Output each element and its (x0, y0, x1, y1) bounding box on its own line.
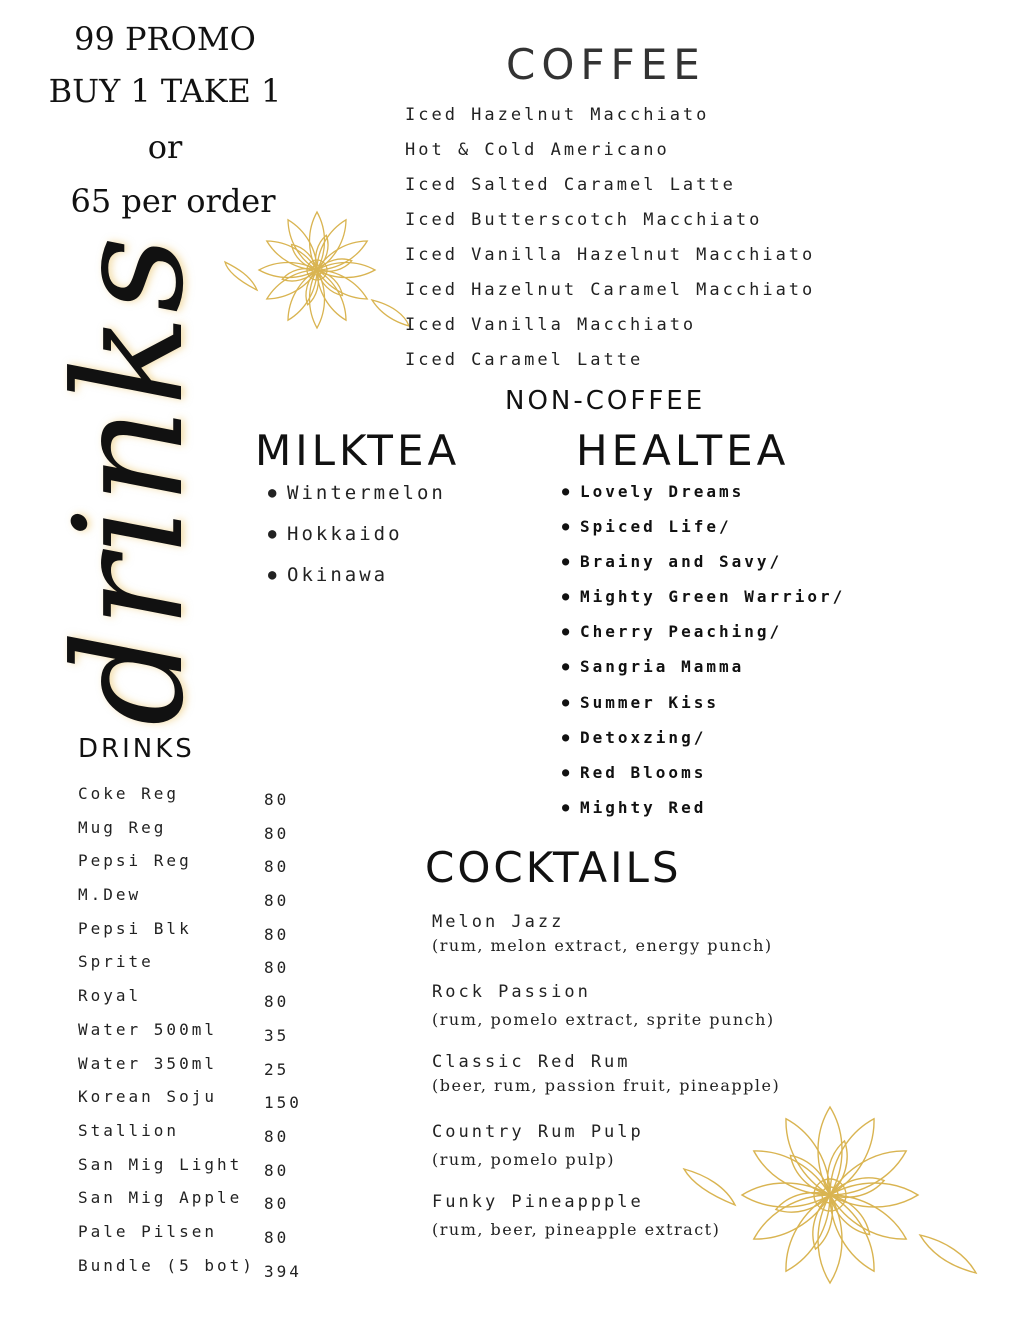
milktea-heading: MILKTEA (255, 426, 461, 475)
bullet-icon: ● (562, 694, 573, 709)
milktea-item-label: Okinawa (287, 564, 389, 586)
milktea-item (268, 564, 446, 605)
healtea-item (562, 798, 845, 833)
healtea-item (562, 728, 845, 763)
drink-price: 80 (264, 790, 290, 809)
healtea-item-label: Cherry Peaching/ (580, 622, 783, 642)
coffee-item: Iced Vanilla Macchiato (405, 315, 697, 335)
coffee-item: Hot & Cold Americano (405, 140, 670, 160)
drink-name: Sprite (78, 952, 154, 972)
healtea-item-label: Mighty Red (580, 797, 707, 817)
healtea-item-label: Brainy and Savy/ (580, 552, 783, 572)
healtea-item (562, 763, 845, 798)
drink-name: Royal (78, 986, 142, 1006)
drink-price: 394 (264, 1261, 302, 1281)
drink-price: 80 (264, 958, 290, 978)
coffee-item: Iced Hazelnut Macchiato (405, 105, 710, 125)
bullet-icon: ● (562, 659, 573, 674)
milktea-item (268, 523, 446, 564)
promo-title: 99 PROMO (74, 20, 256, 58)
drink-name: Pepsi Reg (78, 851, 192, 871)
cocktail-ingredients: (beer, rum, passion fruit, pineapple) (432, 1076, 781, 1095)
bullet-icon: ● (562, 624, 573, 639)
drink-price: 80 (264, 992, 290, 1012)
healtea-item-label: Detoxzing/ (580, 727, 707, 747)
bullet-icon: ● (562, 799, 573, 814)
cocktail-ingredients: (rum, pomelo pulp) (432, 1150, 616, 1169)
bullet-icon: ● (562, 519, 573, 534)
drink-price: 80 (264, 823, 290, 843)
drinks-heading: DRINKS (78, 734, 195, 764)
cocktail-name: Melon Jazz (432, 912, 565, 932)
drink-price: 80 (264, 1227, 290, 1247)
drink-price: 150 (264, 1093, 302, 1113)
flower-decoration-icon (222, 200, 412, 340)
drink-price: 25 (264, 1059, 290, 1079)
drink-name: Coke Reg (78, 784, 180, 803)
healtea-item (562, 552, 845, 587)
cocktail-ingredients: (rum, beer, pineapple extract) (432, 1220, 721, 1239)
healtea-list (562, 482, 845, 833)
drink-name: Water 500ml (78, 1019, 217, 1039)
coffee-item: Iced Butterscotch Macchiato (405, 210, 763, 230)
drink-price: 80 (264, 924, 290, 944)
drink-name: Bundle (5 bot) (78, 1255, 255, 1275)
bullet-icon: ● (562, 484, 573, 498)
coffee-list (405, 105, 815, 385)
milktea-list (268, 482, 446, 605)
drink-name: San Mig Light (78, 1154, 243, 1174)
healtea-item (562, 482, 845, 517)
healtea-item-label: Lovely Dreams (580, 482, 745, 501)
drink-name: San Mig Apple (78, 1188, 243, 1208)
coffee-item: Iced Salted Caramel Latte (405, 175, 736, 195)
cocktail-name: Rock Passion (432, 982, 591, 1002)
drink-name: Korean Soju (78, 1087, 217, 1107)
healtea-item-label: Sangria Mamma (580, 657, 745, 677)
milktea-item (268, 482, 446, 523)
cocktail-name: Classic Red Rum (432, 1052, 631, 1072)
drink-name: Water 350ml (78, 1053, 217, 1073)
drink-name: M.Dew (78, 885, 142, 905)
cocktails-heading: COCKTAILS (425, 843, 682, 892)
coffee-item: Iced Caramel Latte (405, 350, 644, 370)
healtea-heading: HEALTEA (576, 426, 790, 475)
bullet-icon: ● (562, 554, 573, 569)
bullet-icon: ● (268, 526, 280, 542)
drink-name: Mug Reg (78, 817, 167, 837)
promo-offer: BUY 1 TAKE 1 (48, 72, 282, 110)
non-coffee-heading: NON-COFFEE (505, 386, 706, 416)
drink-name: Pepsi Blk (78, 918, 192, 938)
healtea-item (562, 622, 845, 657)
coffee-item: Iced Hazelnut Caramel Macchiato (405, 280, 816, 300)
cocktail-ingredients: (rum, pomelo extract, sprite punch) (432, 1010, 775, 1029)
healtea-item (562, 693, 845, 728)
coffee-item: Iced Vanilla Hazelnut Macchiato (405, 245, 816, 265)
healtea-item (562, 657, 845, 692)
bullet-icon: ● (562, 764, 573, 779)
drink-price: 80 (264, 857, 290, 877)
healtea-item-label: Spiced Life/ (580, 517, 732, 537)
drink-name: Pale Pilsen (78, 1221, 217, 1241)
healtea-item-label: Mighty Green Warrior/ (580, 587, 846, 607)
healtea-item-label: Red Blooms (580, 762, 707, 782)
drink-price: 80 (264, 1126, 290, 1146)
flower-decoration-icon (680, 1100, 980, 1290)
healtea-item (562, 517, 845, 552)
healtea-item-label: Summer Kiss (580, 692, 719, 712)
milktea-item-label: Hokkaido (287, 523, 403, 545)
bullet-icon: ● (562, 589, 573, 604)
cocktail-ingredients: (rum, melon extract, energy punch) (432, 936, 773, 955)
bullet-icon: ● (268, 485, 280, 501)
cocktail-name: Funky Pineappple (432, 1192, 644, 1212)
script-drinks-title: drinks (43, 233, 217, 727)
drink-price: 35 (264, 1025, 290, 1045)
promo-price: 65 per order (70, 182, 276, 220)
drink-price: 80 (264, 891, 290, 911)
bullet-icon: ● (562, 729, 573, 744)
healtea-item (562, 587, 845, 622)
milktea-item-label: Wintermelon (287, 482, 446, 504)
drink-name: Stallion (78, 1120, 180, 1140)
drink-price: 80 (264, 1194, 290, 1214)
promo-or: or (147, 128, 183, 166)
drink-price: 80 (264, 1160, 290, 1180)
bullet-icon: ● (268, 567, 280, 583)
coffee-heading: COFFEE (506, 40, 706, 89)
cocktail-name: Country Rum Pulp (432, 1122, 644, 1142)
